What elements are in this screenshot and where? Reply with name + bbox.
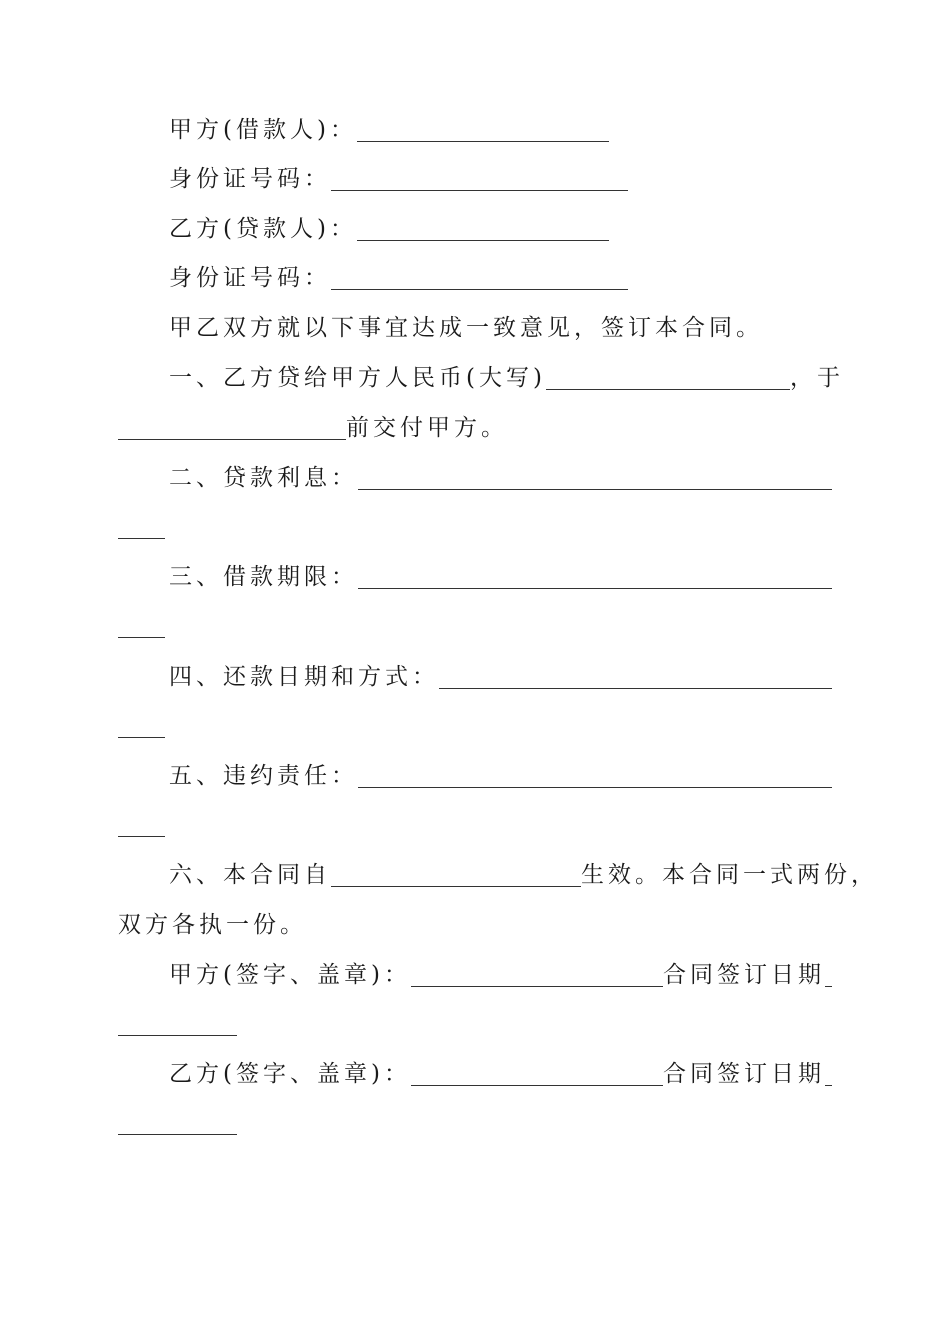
clause-6-end-text: 双方各执一份。 bbox=[118, 912, 307, 938]
clause-3-text: 三、借款期限： bbox=[169, 564, 358, 590]
term-blank-cont bbox=[118, 637, 165, 638]
signature-b-date-label: 合同签订日期 bbox=[662, 1061, 825, 1087]
clause-1-end-text: 前交付甲方。 bbox=[346, 415, 508, 441]
party-b-name-blank bbox=[357, 240, 609, 241]
clause-6-text: 六、本合同自 bbox=[169, 862, 331, 888]
signature-a-date-blank-cont bbox=[118, 1035, 237, 1036]
repayment-blank bbox=[439, 688, 832, 689]
interest-blank-cont bbox=[118, 538, 165, 539]
clause-2-cont-row bbox=[118, 505, 832, 541]
clause-1-text: 一、乙方贷给甲方人民币(大写) bbox=[169, 365, 546, 391]
clause-6-cont-row bbox=[118, 903, 832, 939]
signature-a-blank bbox=[411, 986, 663, 987]
signature-b-row bbox=[118, 1052, 832, 1088]
term-blank bbox=[358, 588, 832, 589]
signature-a-label: 甲方(签字、盖章)： bbox=[169, 962, 411, 988]
party-a-label: 甲方(借款人)： bbox=[169, 117, 357, 143]
signature-a-cont-row bbox=[118, 1002, 832, 1038]
intro-text: 甲乙双方就以下事宜达成一致意见，签订本合同。 bbox=[169, 315, 763, 341]
id-b-blank bbox=[331, 289, 628, 290]
repayment-blank-cont bbox=[118, 737, 165, 738]
id-a-label: 身份证号码： bbox=[169, 166, 331, 192]
id-a-blank bbox=[331, 190, 628, 191]
clause-4-row bbox=[118, 655, 832, 691]
signature-b-cont-row bbox=[118, 1101, 832, 1137]
signature-b-blank bbox=[411, 1085, 663, 1086]
intro-row bbox=[118, 306, 832, 342]
signature-b-date-blank-cont bbox=[118, 1134, 237, 1135]
party-b-label: 乙方(贷款人)： bbox=[169, 216, 357, 242]
clause-5-text: 五、违约责任： bbox=[169, 763, 358, 789]
clause-1-comma: ，于 bbox=[789, 365, 844, 391]
id-b-label: 身份证号码： bbox=[169, 265, 331, 291]
liability-blank bbox=[358, 787, 832, 788]
clause-4-text: 四、还款日期和方式： bbox=[169, 664, 439, 690]
signature-a-date-label: 合同签订日期 bbox=[662, 962, 825, 988]
clause-2-row bbox=[118, 456, 832, 492]
clause-3-cont-row bbox=[118, 604, 832, 640]
clause-6-row bbox=[118, 853, 878, 889]
clause-6-mid-text: 生效。本合同一式两份， bbox=[581, 862, 878, 888]
signature-b-date-blank bbox=[825, 1085, 832, 1086]
delivery-date-blank bbox=[118, 439, 346, 440]
clause-1-cont-row bbox=[118, 406, 832, 442]
clause-3-row bbox=[118, 555, 832, 591]
effective-date-blank bbox=[331, 886, 581, 887]
signature-a-row bbox=[118, 953, 832, 989]
signature-b-label: 乙方(签字、盖章)： bbox=[169, 1061, 411, 1087]
id-a-row bbox=[118, 157, 832, 193]
signature-a-date-blank bbox=[825, 986, 832, 987]
party-a-name-blank bbox=[357, 141, 609, 142]
clause-1-row bbox=[118, 356, 844, 392]
clause-4-cont-row bbox=[118, 704, 832, 740]
clause-2-text: 二、贷款利息： bbox=[169, 465, 358, 491]
party-b-row bbox=[118, 207, 832, 243]
id-b-row bbox=[118, 256, 832, 292]
amount-blank bbox=[546, 389, 790, 390]
liability-blank-cont bbox=[118, 836, 165, 837]
interest-blank bbox=[358, 489, 832, 490]
clause-5-row bbox=[118, 754, 832, 790]
party-a-row bbox=[118, 108, 832, 144]
clause-5-cont-row bbox=[118, 803, 832, 839]
